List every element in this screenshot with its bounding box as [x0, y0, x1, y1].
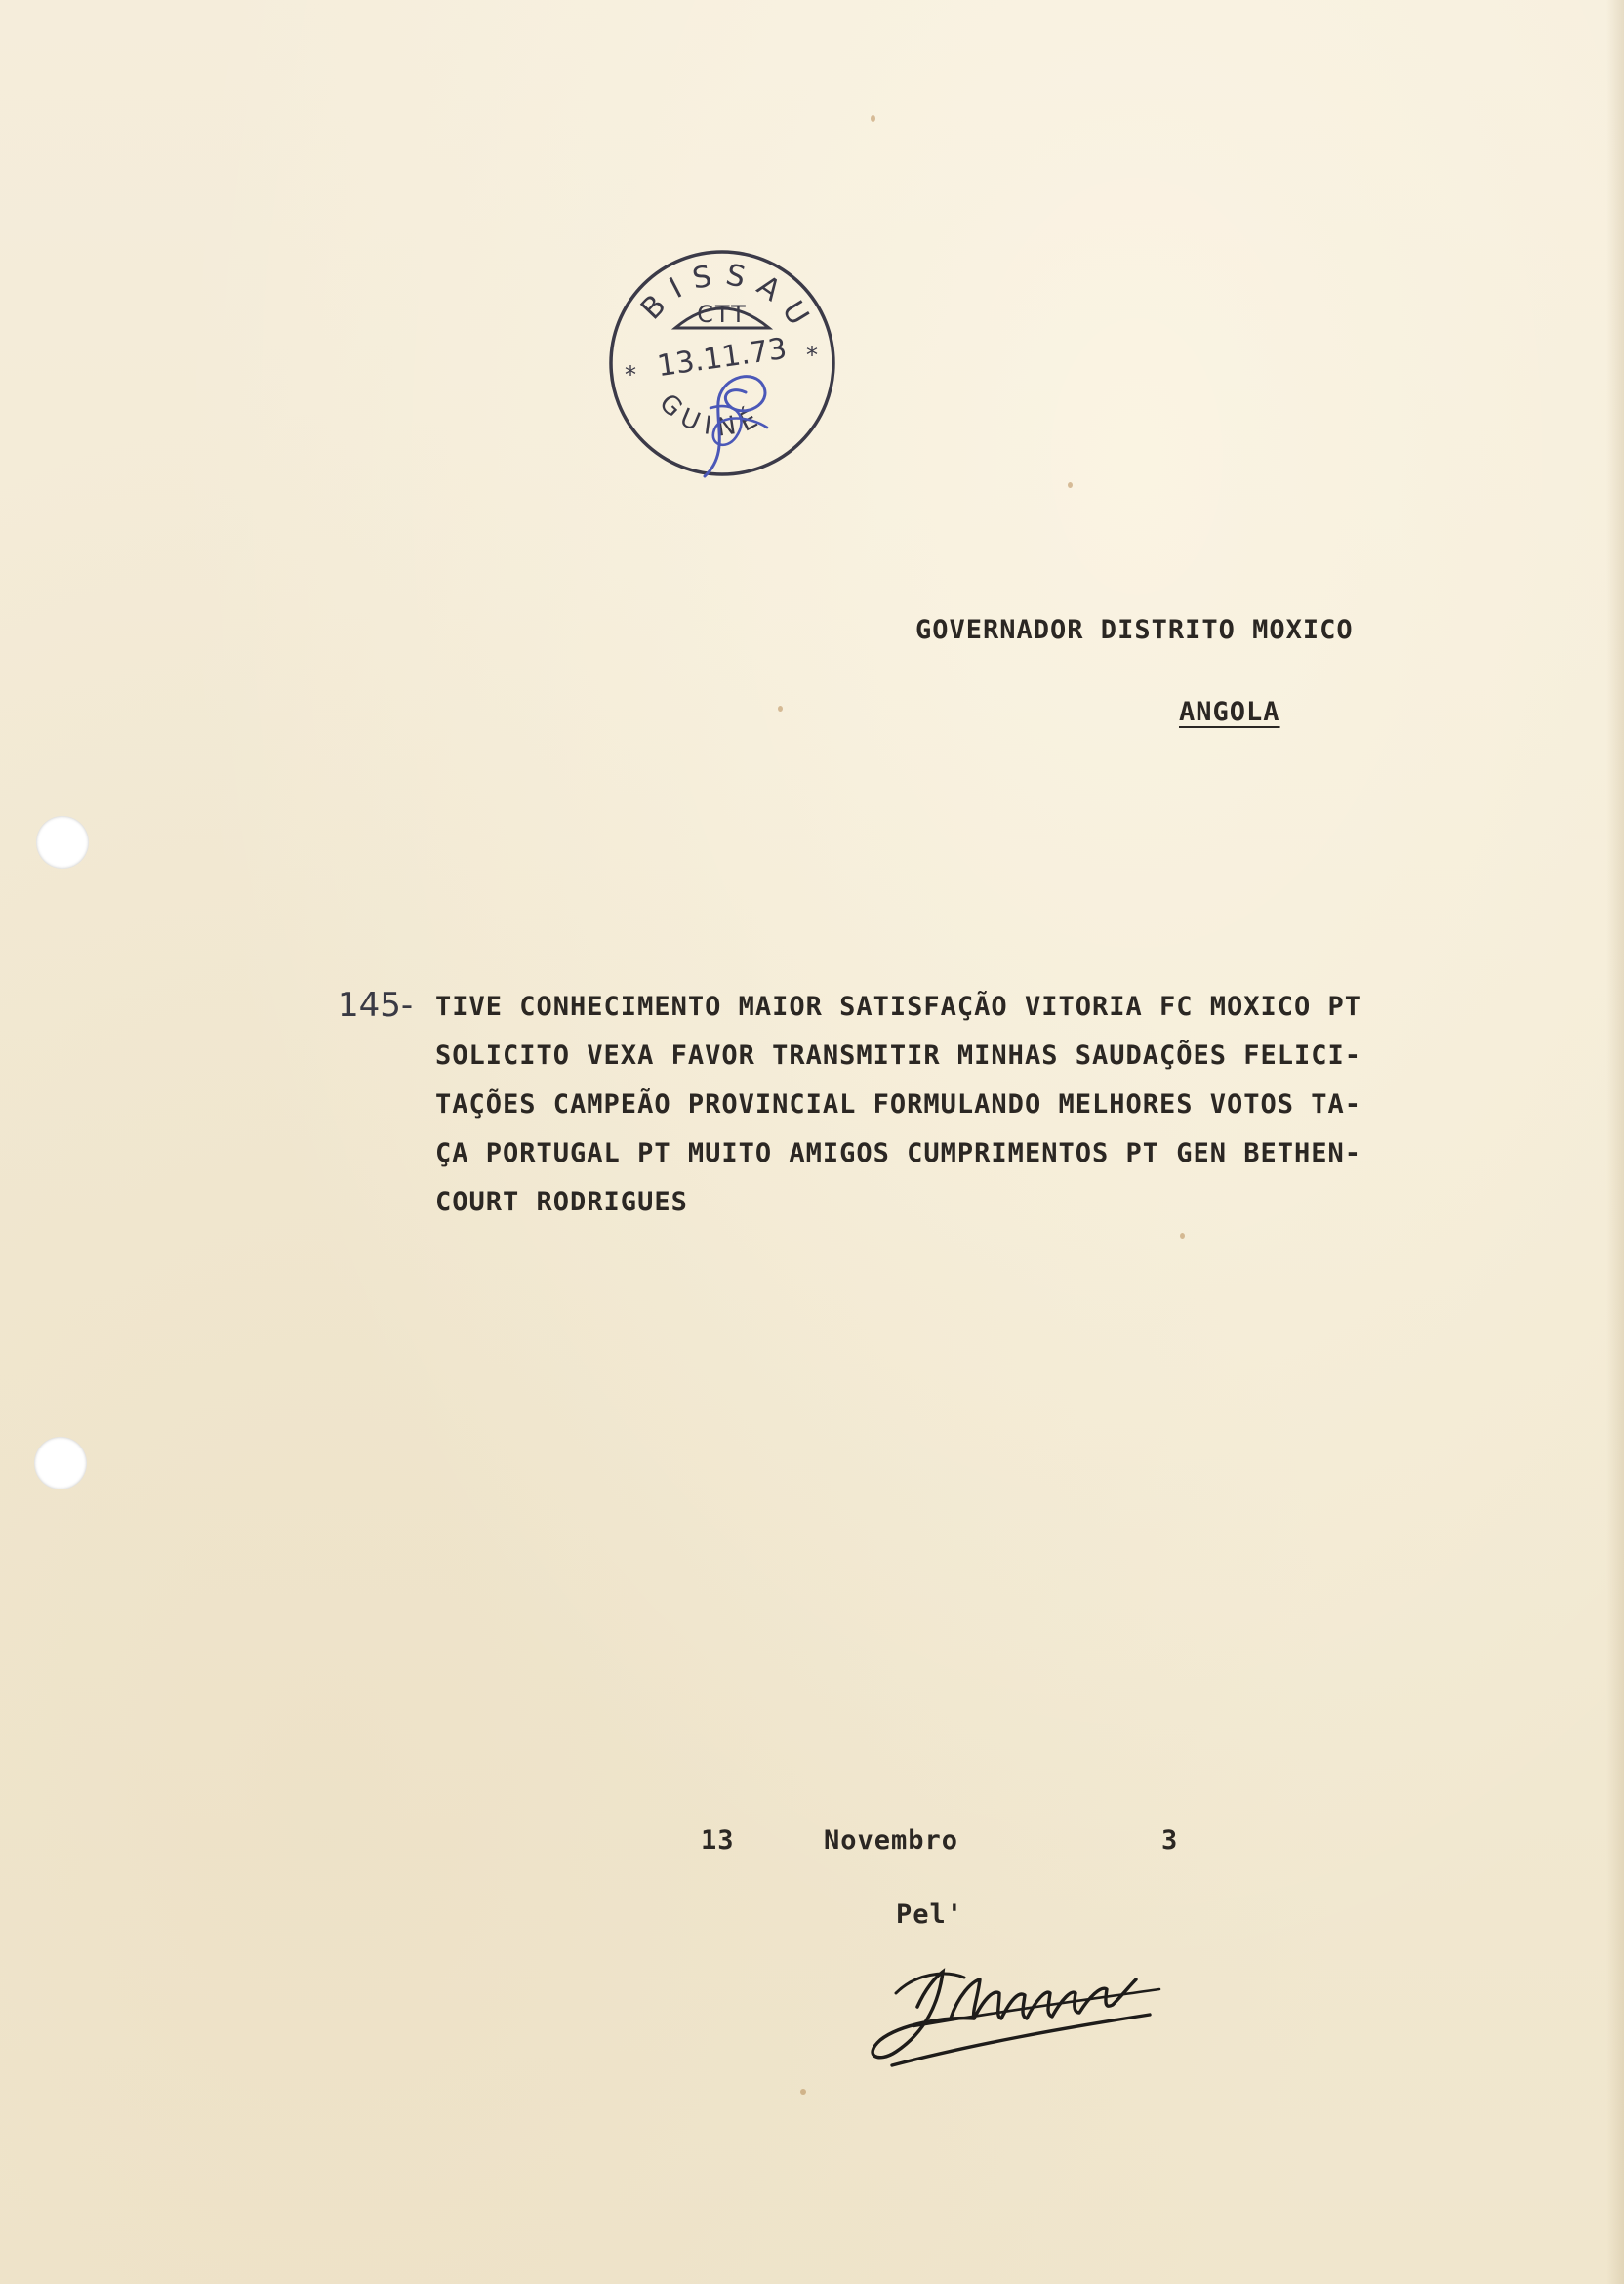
svg-text:13.11.73: 13.11.73 [655, 331, 790, 385]
punch-hole-bottom [34, 1437, 87, 1489]
message-line-3: TAÇÕES CAMPEÃO PROVINCIAL FORMULANDO MELHORES VOTOS TA- [435, 1089, 1362, 1120]
svg-text:GUINÉ: GUINÉ [653, 387, 770, 443]
paper-speck [1180, 1233, 1185, 1239]
message-line-2: SOLICITO VEXA FAVOR TRANSMITIR MINHAS SAUDAÇÕES FELICI- [435, 1040, 1362, 1071]
addressee-line-1: GOVERNADOR DISTRITO MOXICO [915, 615, 1354, 645]
postmark-stamp [603, 246, 837, 480]
svg-text:CTT: CTT [697, 301, 748, 328]
paper-speck [871, 115, 875, 122]
date-month: Novembro [824, 1825, 959, 1856]
message-line-5: COURT RODRIGUES [435, 1187, 688, 1217]
svg-text:*: * [625, 361, 636, 388]
date-day: 13 [701, 1825, 735, 1856]
paper-speck [1068, 482, 1073, 488]
paper-edge-shadow [1606, 0, 1624, 2284]
date-year: 3 [1161, 1825, 1179, 1856]
message-line-4: ÇA PORTUGAL PT MUITO AMIGOS CUMPRIMENTOS PT GEN BETHEN- [435, 1138, 1362, 1168]
handwritten-signature [857, 1935, 1179, 2071]
paper-speck [778, 706, 783, 712]
paper-speck [800, 2089, 806, 2095]
message-line-1: TIVE CONHECIMENTO MAIOR SATISFAÇÃO VITORIA FC MOXICO PT [435, 992, 1362, 1022]
addressee-line-2: ANGOLA [1179, 697, 1280, 727]
svg-text:*: * [806, 342, 818, 369]
handwritten-reference: 145- [338, 986, 414, 1025]
closing-text: Pel' [896, 1899, 964, 1930]
svg-text:BISSAU: BISSAU [634, 257, 822, 342]
punch-hole-top [36, 816, 89, 869]
